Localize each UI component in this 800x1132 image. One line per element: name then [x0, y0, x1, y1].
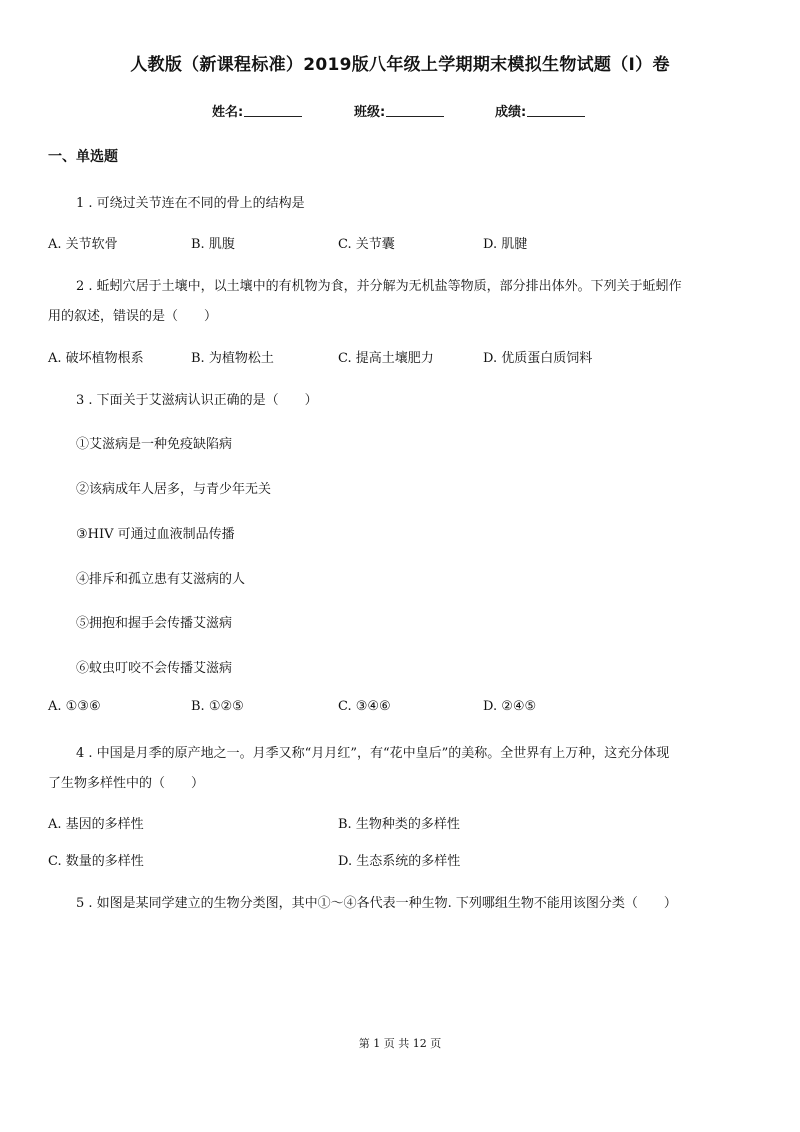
class-label: 班级: — [354, 105, 386, 120]
question-3-stem: 3 . 下面关于艾滋病认识正确的是（ ） — [76, 393, 318, 408]
q2-option-d: D. 优质蛋白质饲料 — [483, 351, 593, 366]
name-field — [212, 101, 302, 120]
q4-option-d: D. 生态系统的多样性 — [338, 854, 461, 869]
section-heading: 一、单选题 — [48, 149, 118, 165]
q3-statement-6: ⑥蚊虫叮咬不会传播艾滋病 — [76, 661, 233, 676]
q3-statement-5: ⑤拥抱和握手会传播艾滋病 — [76, 616, 233, 631]
page-footer: 第 1 页 共 12 页 — [358, 1037, 442, 1050]
score-field — [495, 101, 585, 120]
question-4-stem-line1: 4 . 中国是月季的原产地之一。月季又称“月月红”，有“花中皇后”的美称。全世界有上万种，这充分体现 — [76, 746, 670, 761]
q3-option-a: A. ①③⑥ — [48, 699, 101, 714]
q3-statement-3: ③HIV 可通过血液制品传播 — [76, 527, 235, 542]
question-4-stem-line2: 了生物多样性中的（ ） — [48, 776, 205, 791]
q1-option-d: D. 肌腱 — [483, 237, 528, 252]
q3-option-d: D. ②④⑤ — [483, 699, 537, 714]
score-blank — [527, 104, 585, 117]
question-2-stem-line2: 用的叙述，错误的是（ ） — [48, 309, 218, 324]
q3-option-b: B. ①②⑤ — [191, 699, 244, 714]
question-1-stem: 1 . 可绕过关节连在不同的骨上的结构是 — [76, 196, 305, 211]
name-label: 姓名: — [212, 105, 244, 120]
q3-statement-2: ②该病成年人居多，与青少年无关 — [76, 482, 272, 497]
q2-option-c: C. 提高土壤肥力 — [338, 351, 434, 366]
document-title: 人教版（新课程标准）2019版八年级上学期期末模拟生物试题（I）卷 — [130, 55, 670, 75]
q3-statement-4: ④排斥和孤立患有艾滋病的人 — [76, 572, 246, 587]
q4-option-b: B. 生物种类的多样性 — [338, 817, 460, 832]
question-2-stem-line1: 2 . 蚯蚓穴居于土壤中，以土壤中的有机物为食，并分解为无机盐等物质，部分排出体外。下列关于蚯蚓作 — [76, 279, 682, 294]
name-blank — [244, 104, 302, 117]
score-label: 成绩: — [495, 105, 527, 120]
q4-option-a: A. 基因的多样性 — [48, 817, 144, 832]
question-5-stem: 5 . 如图是某同学建立的生物分类图，其中①～④各代表一种生物. 下列哪组生物不能用该图分类（ ） — [76, 896, 677, 911]
q4-option-c: C. 数量的多样性 — [48, 854, 144, 869]
q1-option-c: C. 关节囊 — [338, 237, 395, 252]
class-blank — [386, 104, 444, 117]
q1-option-a: A. 关节软骨 — [48, 237, 118, 252]
q2-option-b: B. 为植物松土 — [191, 351, 274, 366]
q3-option-c: C. ③④⑥ — [338, 699, 391, 714]
q1-option-b: B. 肌腹 — [191, 237, 235, 252]
q2-option-a: A. 破坏植物根系 — [48, 351, 144, 366]
class-field — [354, 101, 444, 120]
q3-statement-1: ①艾滋病是一种免疫缺陷病 — [76, 437, 233, 452]
